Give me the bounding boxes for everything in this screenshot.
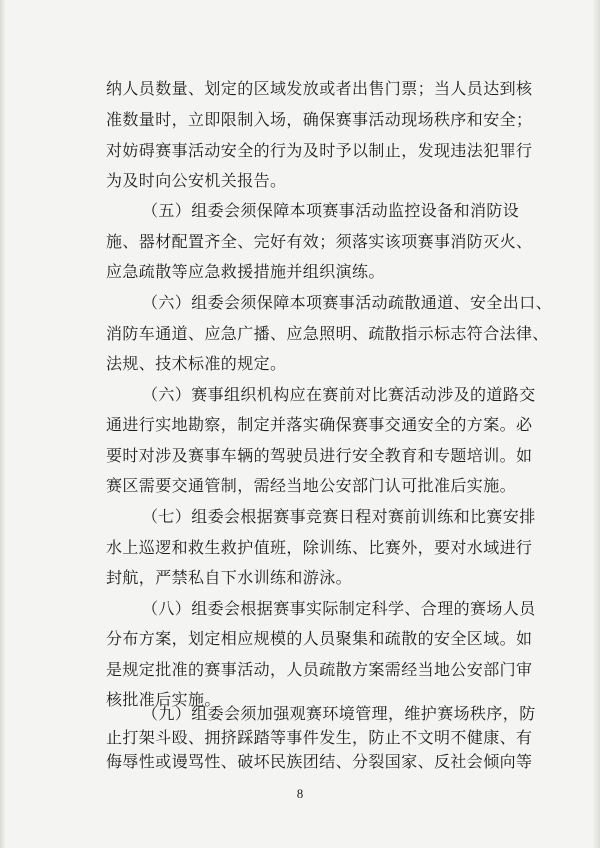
paragraph-heading-7: （七）组委会根据赛事竞赛日程对赛前训练和比赛安排	[142, 507, 536, 526]
text-line: 准数量时，立即限制入场，确保赛事活动现场秩序和安全；	[106, 110, 533, 129]
text-line: 赛区需要交通管制，需经当地公安部门认可批准后实施。	[106, 476, 517, 495]
paragraph-heading-6b: （六）赛事组织机构应在赛前对比赛活动涉及的道路交	[142, 385, 536, 404]
text-line: 法规、技术标准的规定。	[106, 354, 287, 373]
text-line: 封航，严禁私自下水训练和游泳。	[106, 568, 353, 587]
text-line: 是规定批准的赛事活动，人员疏散方案需经当地公安部门审	[106, 660, 533, 679]
text-line: 对妨碍赛事活动安全的行为及时予以制止，发现违法犯罪行	[106, 141, 533, 160]
text-line: 应急疏散等应急救援措施并组织演练。	[106, 262, 385, 281]
text-line: 为及时向公安机关报告。	[106, 171, 287, 190]
text-line: 水上巡逻和救生救护值班，除训练、比赛外，要对水域进行	[106, 538, 533, 557]
text-line: 要时对涉及赛事车辆的驾驶员进行安全教育和专题培训。如	[106, 446, 533, 465]
scan-edge-left	[0, 0, 6, 848]
paragraph-heading-6a: （六）组委会须保障本项赛事活动疏散通道、安全出口、	[142, 293, 553, 312]
text-line: 纳人员数量、划定的区域发放或者出售门票；当人员达到核	[106, 79, 533, 98]
text-line: 施、器材配置齐全、完好有效；须落实该项赛事消防灭火、	[106, 232, 533, 251]
text-line: 核批准后实施。	[106, 690, 221, 709]
scan-edge-right	[592, 0, 600, 848]
text-line: 止打架斗殴、拥挤踩踏等事件发生，防止不文明不健康、有	[106, 728, 533, 747]
paragraph-heading-5: （五）组委会须保障本项赛事活动监控设备和消防设	[142, 201, 520, 220]
text-line: 通进行实地勘察，制定并落实确保赛事交通安全的方案。必	[106, 415, 533, 434]
page-number: 8	[296, 786, 304, 801]
text-line: 分布方案，划定相应规模的人员聚集和疏散的安全区域。如	[106, 629, 533, 648]
paragraph-heading-8: （八）组委会根据赛事实际制定科学、合理的赛场人员	[142, 599, 536, 618]
text-line: 消防车通道、应急广播、应急照明、疏散指示标志符合法律、	[106, 324, 549, 343]
paragraph-heading-9: （九）组委会须加强观赛环境管理，维护赛场秩序，防	[142, 704, 536, 723]
text-line: 侮辱性或谩骂性、破坏民族团结、分裂国家、反社会倾向等	[106, 752, 533, 771]
